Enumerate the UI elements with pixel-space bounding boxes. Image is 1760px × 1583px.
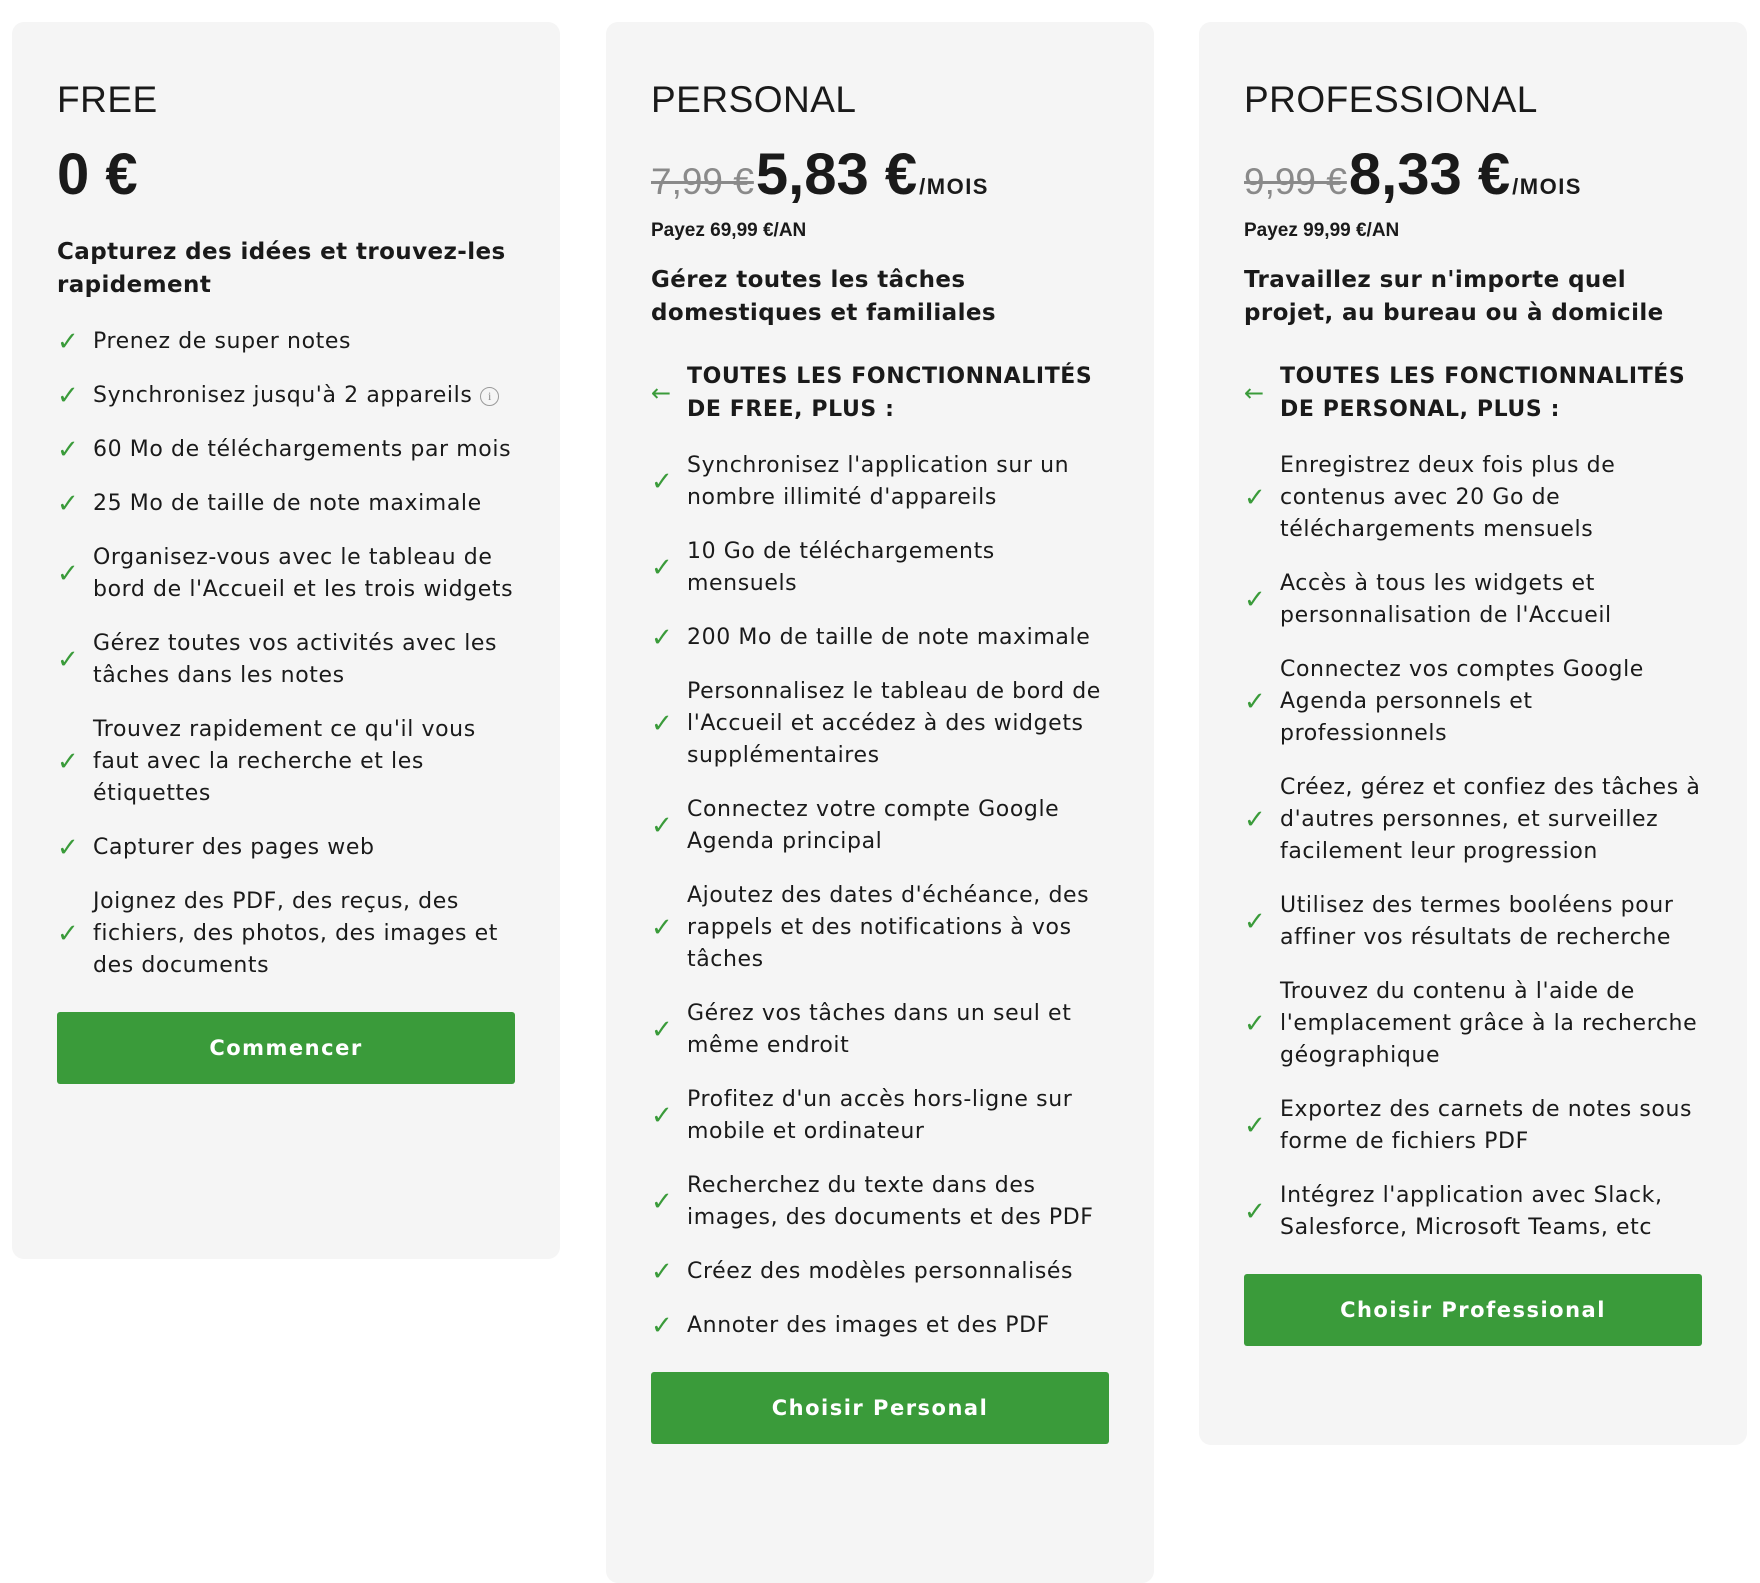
check-icon: ✓ xyxy=(57,381,79,411)
feature-item xyxy=(651,676,1109,772)
feature-item xyxy=(651,1256,1109,1288)
feature-item xyxy=(651,1310,1109,1342)
info-icon[interactable]: i xyxy=(480,387,499,406)
feature-item xyxy=(1244,1094,1702,1158)
feature-text: Annoter des images et des PDF xyxy=(687,1313,1050,1338)
feature-item xyxy=(57,832,515,864)
plan-tagline: Capturez des idées et trouvez-les rapidement xyxy=(57,239,506,298)
check-icon: ✓ xyxy=(57,833,79,863)
plan-name: PERSONAL xyxy=(651,79,857,120)
feature-item xyxy=(651,1170,1109,1234)
check-icon: ✓ xyxy=(651,623,673,653)
feature-text: Exportez des carnets de notes sous forme de fichiers PDF xyxy=(1280,1097,1693,1154)
arrow-left-icon: ← xyxy=(651,379,672,407)
feature-item xyxy=(57,488,515,520)
includes-text: TOUTES LES FONCTIONNALITÉS DE PERSONAL, PLUS : xyxy=(1280,364,1686,422)
feature-text: 60 Mo de téléchargements par mois xyxy=(93,437,512,462)
feature-item xyxy=(651,536,1109,600)
feature-item xyxy=(651,794,1109,858)
feature-text: Recherchez du texte dans des images, des documents et des PDF xyxy=(687,1173,1094,1230)
feature-item xyxy=(57,886,515,982)
feature-text: Prenez de super notes xyxy=(93,329,352,354)
includes-text: TOUTES LES FONCTIONNALITÉS DE FREE, PLUS : xyxy=(687,364,1093,422)
check-icon: ✓ xyxy=(1244,687,1266,717)
check-icon: ✓ xyxy=(1244,483,1266,513)
feature-text: Synchronisez l'application sur un nombre illimité d'appareils xyxy=(687,453,1070,510)
feature-label: Synchronisez jusqu'à 2 appareils xyxy=(93,383,473,408)
billing-period: /MOIS xyxy=(1512,174,1582,199)
includes-previous xyxy=(651,360,1109,426)
feature-text: Connectez votre compte Google Agenda principal xyxy=(687,797,1060,854)
feature-text: Accès à tous les widgets et personnalisation de l'Accueil xyxy=(1280,571,1612,628)
feature-item xyxy=(57,434,515,466)
check-icon: ✓ xyxy=(1244,907,1266,937)
price: 0 € xyxy=(57,142,138,207)
feature-item xyxy=(57,380,515,412)
choose-professional-button[interactable]: Choisir Professional xyxy=(1244,1274,1702,1346)
feature-item xyxy=(57,628,515,692)
feature-item xyxy=(1244,976,1702,1072)
price-row xyxy=(1244,144,1702,206)
plan-card-personal xyxy=(606,22,1154,1583)
price-row xyxy=(651,144,1109,206)
feature-list xyxy=(1244,450,1702,1244)
feature-item xyxy=(1244,450,1702,546)
feature-text: 10 Go de téléchargements mensuels xyxy=(687,539,995,596)
plan-name: PROFESSIONAL xyxy=(1244,79,1538,120)
price: 5,83 € xyxy=(755,142,918,207)
check-icon: ✓ xyxy=(651,709,673,739)
check-icon: ✓ xyxy=(57,327,79,357)
feature-text: Créez, gérez et confiez des tâches à d'autres personnes, et surveillez facilement leur progression xyxy=(1280,775,1701,864)
check-icon: ✓ xyxy=(1244,1197,1266,1227)
plan-card-free xyxy=(12,22,560,1259)
feature-item xyxy=(651,998,1109,1062)
feature-text: Intégrez l'application avec Slack, Salesforce, Microsoft Teams, etc xyxy=(1280,1183,1663,1240)
feature-list xyxy=(57,326,515,982)
feature-text: Joignez des PDF, des reçus, des fichiers, des photos, des images et des documents xyxy=(93,889,498,978)
feature-text: Gérez vos tâches dans un seul et même endroit xyxy=(687,1001,1072,1058)
old-price: 9,99 € xyxy=(1244,161,1347,202)
check-icon: ✓ xyxy=(1244,805,1266,835)
feature-text: Profitez d'un accès hors-ligne sur mobile et ordinateur xyxy=(687,1087,1073,1144)
feature-text: Capturer des pages web xyxy=(93,835,375,860)
start-free-button[interactable]: Commencer xyxy=(57,1012,515,1084)
check-icon: ✓ xyxy=(651,1187,673,1217)
check-icon: ✓ xyxy=(1244,1009,1266,1039)
check-icon: ✓ xyxy=(651,1257,673,1287)
feature-item xyxy=(651,880,1109,976)
check-icon: ✓ xyxy=(651,1015,673,1045)
price: 8,33 € xyxy=(1348,142,1511,207)
check-icon: ✓ xyxy=(651,811,673,841)
feature-text: Organisez-vous avec le tableau de bord de l'Accueil et les trois widgets xyxy=(93,545,514,602)
plan-tagline: Gérez toutes les tâches domestiques et familiales xyxy=(651,267,996,326)
check-icon: ✓ xyxy=(57,559,79,589)
check-icon: ✓ xyxy=(1244,585,1266,615)
feature-item xyxy=(1244,1180,1702,1244)
feature-list xyxy=(651,450,1109,1342)
feature-item xyxy=(57,714,515,810)
check-icon: ✓ xyxy=(57,645,79,675)
feature-item xyxy=(57,326,515,358)
check-icon: ✓ xyxy=(57,747,79,777)
feature-item xyxy=(651,622,1109,654)
feature-item xyxy=(1244,568,1702,632)
includes-previous xyxy=(1244,360,1702,426)
old-price: 7,99 € xyxy=(651,161,754,202)
feature-text: Gérez toutes vos activités avec les tâches dans les notes xyxy=(93,631,498,688)
feature-item xyxy=(651,1084,1109,1148)
feature-text: 25 Mo de taille de note maximale xyxy=(93,491,482,516)
annual-price: Payez 69,99 €/AN xyxy=(651,220,807,241)
check-icon: ✓ xyxy=(651,1311,673,1341)
feature-item xyxy=(651,450,1109,514)
feature-text: Créez des modèles personnalisés xyxy=(687,1259,1074,1284)
feature-text: Personnalisez le tableau de bord de l'Accueil et accédez à des widgets supplémentaires xyxy=(687,679,1101,768)
check-icon: ✓ xyxy=(651,1101,673,1131)
check-icon: ✓ xyxy=(57,489,79,519)
feature-item xyxy=(1244,654,1702,750)
feature-text: Ajoutez des dates d'échéance, des rappels et des notifications à vos tâches xyxy=(687,883,1090,972)
annual-price: Payez 99,99 €/AN xyxy=(1244,220,1400,241)
plan-tagline: Travaillez sur n'importe quel projet, au bureau ou à domicile xyxy=(1244,267,1664,326)
feature-text xyxy=(93,380,499,412)
feature-text: Connectez vos comptes Google Agenda personnels et professionnels xyxy=(1280,657,1644,746)
arrow-left-icon: ← xyxy=(1244,379,1265,407)
check-icon: ✓ xyxy=(651,553,673,583)
feature-text: Utilisez des termes booléens pour affiner vos résultats de recherche xyxy=(1280,893,1674,950)
billing-period: /MOIS xyxy=(919,174,989,199)
feature-item xyxy=(1244,890,1702,954)
feature-text: Trouvez rapidement ce qu'il vous faut avec la recherche et les étiquettes xyxy=(93,717,476,806)
check-icon: ✓ xyxy=(651,913,673,943)
feature-item xyxy=(57,542,515,606)
check-icon: ✓ xyxy=(57,919,79,949)
check-icon: ✓ xyxy=(1244,1111,1266,1141)
feature-text: Trouvez du contenu à l'aide de l'emplacement grâce à la recherche géographique xyxy=(1280,979,1698,1068)
feature-text: 200 Mo de taille de note maximale xyxy=(687,625,1091,650)
plan-card-professional xyxy=(1199,22,1747,1445)
plan-name: FREE xyxy=(57,79,158,120)
check-icon: ✓ xyxy=(57,435,79,465)
choose-personal-button[interactable]: Choisir Personal xyxy=(651,1372,1109,1444)
feature-text: Enregistrez deux fois plus de contenus avec 20 Go de téléchargements mensuels xyxy=(1280,453,1616,542)
price-row xyxy=(57,144,515,206)
check-icon: ✓ xyxy=(651,467,673,497)
feature-item xyxy=(1244,772,1702,868)
